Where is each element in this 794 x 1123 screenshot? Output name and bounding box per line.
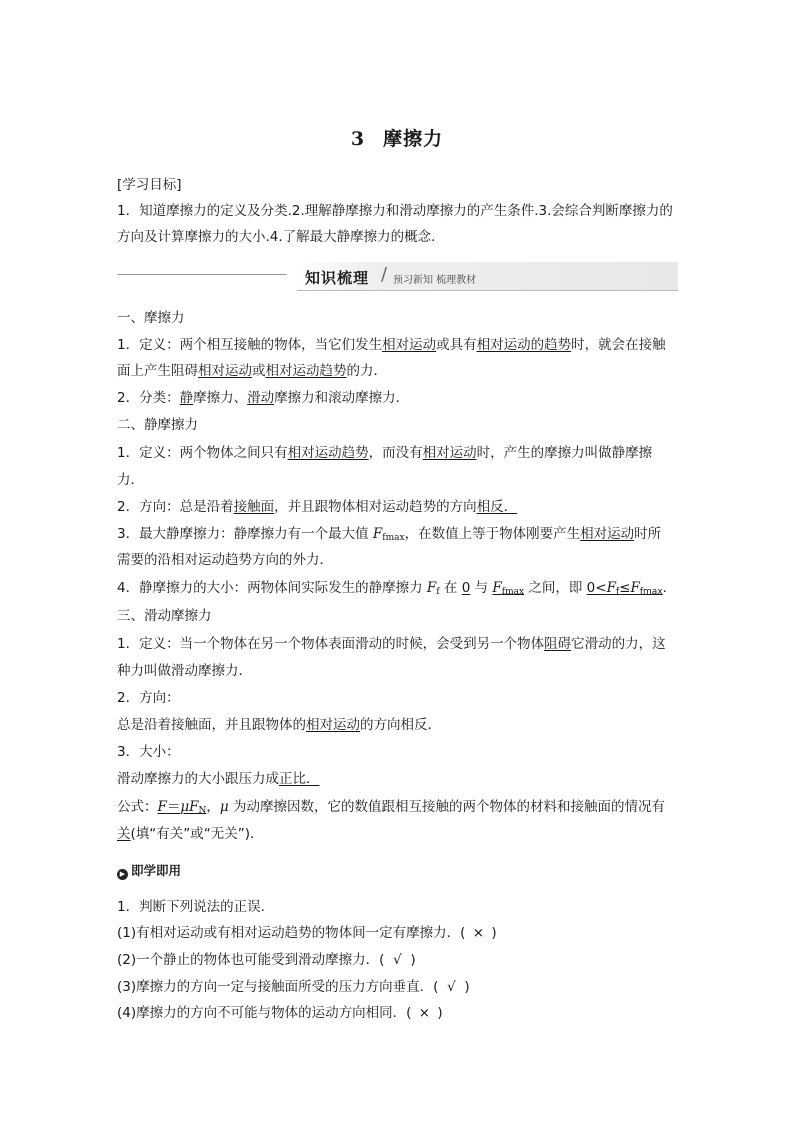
practice-item-4	[117, 1003, 443, 1023]
practice-item-2	[117, 950, 416, 970]
practice-heading	[117, 861, 181, 881]
text: 2．分类：	[117, 390, 180, 406]
text: (填“有关”或“无关”)．	[130, 826, 264, 842]
text: )	[437, 1005, 443, 1021]
banner-divider	[117, 274, 287, 275]
answer-blank: 相对运动	[306, 717, 360, 733]
answer-blank: 相对运动	[580, 526, 635, 542]
text: 之间，即	[524, 580, 587, 596]
section-3-heading: 三、滑动摩擦力	[117, 608, 212, 624]
subscript: f	[615, 587, 620, 597]
item-text: (4)摩擦力的方向不可能与物体的运动方向相同．(	[117, 1005, 412, 1021]
text: 它滑动的力，这	[571, 636, 666, 652]
item-text: (1)有相对运动或有相对运动趋势的物体间一定有摩擦力．(	[117, 925, 466, 941]
text: 4．静摩擦力的大小：两物体间实际发生的静摩擦力	[117, 580, 427, 596]
section-1-heading: 一、摩擦力	[117, 310, 185, 326]
answer-blank: 正比．	[279, 771, 320, 787]
s3-size-heading: 3．大小：	[117, 744, 180, 760]
text: 在	[439, 580, 462, 596]
text: ，在数值上等于物体刚要产生	[404, 526, 581, 542]
text: 的力．	[346, 363, 387, 379]
answer-blank: 0	[461, 580, 471, 596]
text: ≤	[619, 580, 631, 596]
s3-definition-line-2: 种力叫做滑动摩擦力．	[117, 663, 252, 679]
text: )	[410, 952, 416, 968]
formula-symbol	[427, 580, 440, 596]
answer-mark: ×	[418, 1005, 431, 1021]
s2-definition-line-1	[117, 443, 652, 463]
text: 总是沿着接触面，并且跟物体的	[117, 717, 306, 733]
s1-classification	[117, 388, 409, 408]
text: )	[491, 925, 497, 941]
answer-blank: 静	[179, 390, 194, 406]
text: )	[464, 979, 470, 995]
answer-blank: 滑动	[247, 390, 275, 406]
subscript: fmax	[639, 587, 663, 597]
text: .	[662, 580, 667, 596]
s1-definition-line-2	[117, 361, 387, 381]
text: 公式：	[117, 799, 158, 815]
answer-mark: √	[447, 979, 456, 995]
answer-blank: 相对运动的趋势	[476, 337, 572, 353]
answer-blank: 相对运动趋势	[265, 363, 347, 379]
answer-mark: ×	[472, 925, 485, 941]
text: 滑动摩擦力的大小跟压力成	[117, 771, 279, 787]
answer-blank	[158, 799, 207, 815]
s2-max-static-line-2: 需要的沿相对运动趋势方向的外力．	[117, 552, 333, 568]
text: 时，就会在接触	[571, 337, 666, 353]
answer-blank: 关	[117, 826, 131, 842]
symbol-mu: μ	[219, 799, 229, 815]
text: 时，产生的摩擦力叫做静摩擦	[476, 445, 653, 461]
symbol-F: F	[426, 580, 437, 596]
practice-item-1	[117, 923, 497, 943]
text: 的方向相反．	[360, 717, 441, 733]
item-text: (2)一个静止的物体也可能受到滑动摩擦力．(	[117, 952, 385, 968]
banner-heading: 知识梳理	[305, 269, 370, 287]
text: ，而没有	[368, 445, 423, 461]
text: 摩擦力、	[193, 390, 248, 406]
s3-direction	[117, 715, 441, 735]
symbol-F: F	[606, 580, 616, 596]
s2-direction	[117, 497, 517, 517]
symbol-F: F	[372, 526, 383, 542]
symbol-mu-F: μF	[180, 799, 199, 815]
text: 时所	[634, 526, 662, 542]
answer-mark: √	[393, 952, 402, 968]
text: 3．最大静摩擦力：静摩擦力有一个最大值	[117, 526, 373, 542]
goals-line-2: 方向及计算摩擦力的大小.4.了解最大静摩擦力的概念．	[117, 229, 445, 245]
subscript: fmax	[501, 587, 525, 597]
banner-slash: /	[381, 264, 388, 285]
text: 2．方向：总是沿着	[117, 499, 234, 515]
text: 1．定义：当一个物体在另一个物体表面滑动的时候，会受到另一个物体	[117, 636, 545, 652]
text: 摩擦力和滚动摩擦力．	[274, 390, 410, 406]
s1-definition-line-1	[117, 335, 666, 355]
title-text: 摩擦力	[383, 128, 444, 150]
text: ，并且跟物体相对运动趋势的方向	[274, 499, 477, 515]
page-title	[0, 124, 794, 151]
answer-blank	[587, 580, 663, 596]
answer-blank: 相反．	[476, 499, 518, 515]
s3-size	[117, 769, 320, 789]
text: 或	[252, 363, 266, 379]
answer-blank: 相对运动	[422, 445, 477, 461]
s2-definition-line-2: 力．	[117, 472, 144, 488]
text: ，	[206, 799, 220, 815]
symbol-F: F	[630, 580, 640, 596]
s2-static-size	[117, 578, 667, 602]
practice-heading-text: 即学即用	[131, 863, 182, 878]
text: 为动摩擦因数，它的数值跟相互接触的两个物体的材料和接触面的情况有	[228, 799, 665, 815]
text: 面上产生阻碍	[117, 363, 198, 379]
answer-blank: 相对运动	[198, 363, 252, 379]
text: ＝	[166, 799, 181, 815]
goals-line-1: 1．知道摩擦力的定义及分类.2.理解静摩擦力和滑动摩擦力的产生条件.3.会综合判断摩擦力的	[117, 203, 673, 219]
symbol-F: F	[492, 580, 502, 596]
text: 1．定义：两个物体之间只有	[117, 445, 288, 461]
text: 1．定义：两个相互接触的物体，当它们发生	[117, 337, 383, 353]
practice-question-1: 1．判断下列说法的正误．	[117, 899, 275, 915]
item-text: (3)摩擦力的方向一定与接触面所受的压力方向垂直．(	[117, 979, 439, 995]
s3-definition-line-1	[117, 634, 666, 654]
s3-direction-heading: 2．方向：	[117, 690, 180, 706]
section-2-heading: 二、静摩擦力	[117, 417, 198, 433]
practice-item-3	[117, 977, 470, 997]
title-number: 3	[350, 128, 366, 150]
s3-formula-line-1	[117, 797, 665, 821]
answer-blank: 相对运动趋势	[287, 445, 369, 461]
text: 或具有	[436, 337, 477, 353]
symbol-F: F	[157, 799, 167, 815]
goals-heading: [学习目标]	[117, 177, 182, 193]
answer-blank: 相对运动	[382, 337, 437, 353]
subscript: f	[436, 587, 440, 597]
s3-formula-line-2	[117, 824, 264, 844]
answer-blank: 阻碍	[544, 636, 572, 652]
play-icon: ▶	[117, 869, 128, 880]
answer-blank: 接触面	[233, 499, 275, 515]
knowledge-banner	[117, 262, 678, 292]
s2-max-static-line-1	[117, 524, 661, 548]
subscript: fmax	[382, 533, 405, 543]
text: 与	[470, 580, 493, 596]
banner-tag: 预习新知 梳理教材	[393, 275, 477, 286]
subscript: N	[198, 806, 207, 816]
answer-blank	[492, 580, 524, 596]
formula-symbol	[373, 526, 405, 542]
text: 0<	[586, 580, 607, 596]
